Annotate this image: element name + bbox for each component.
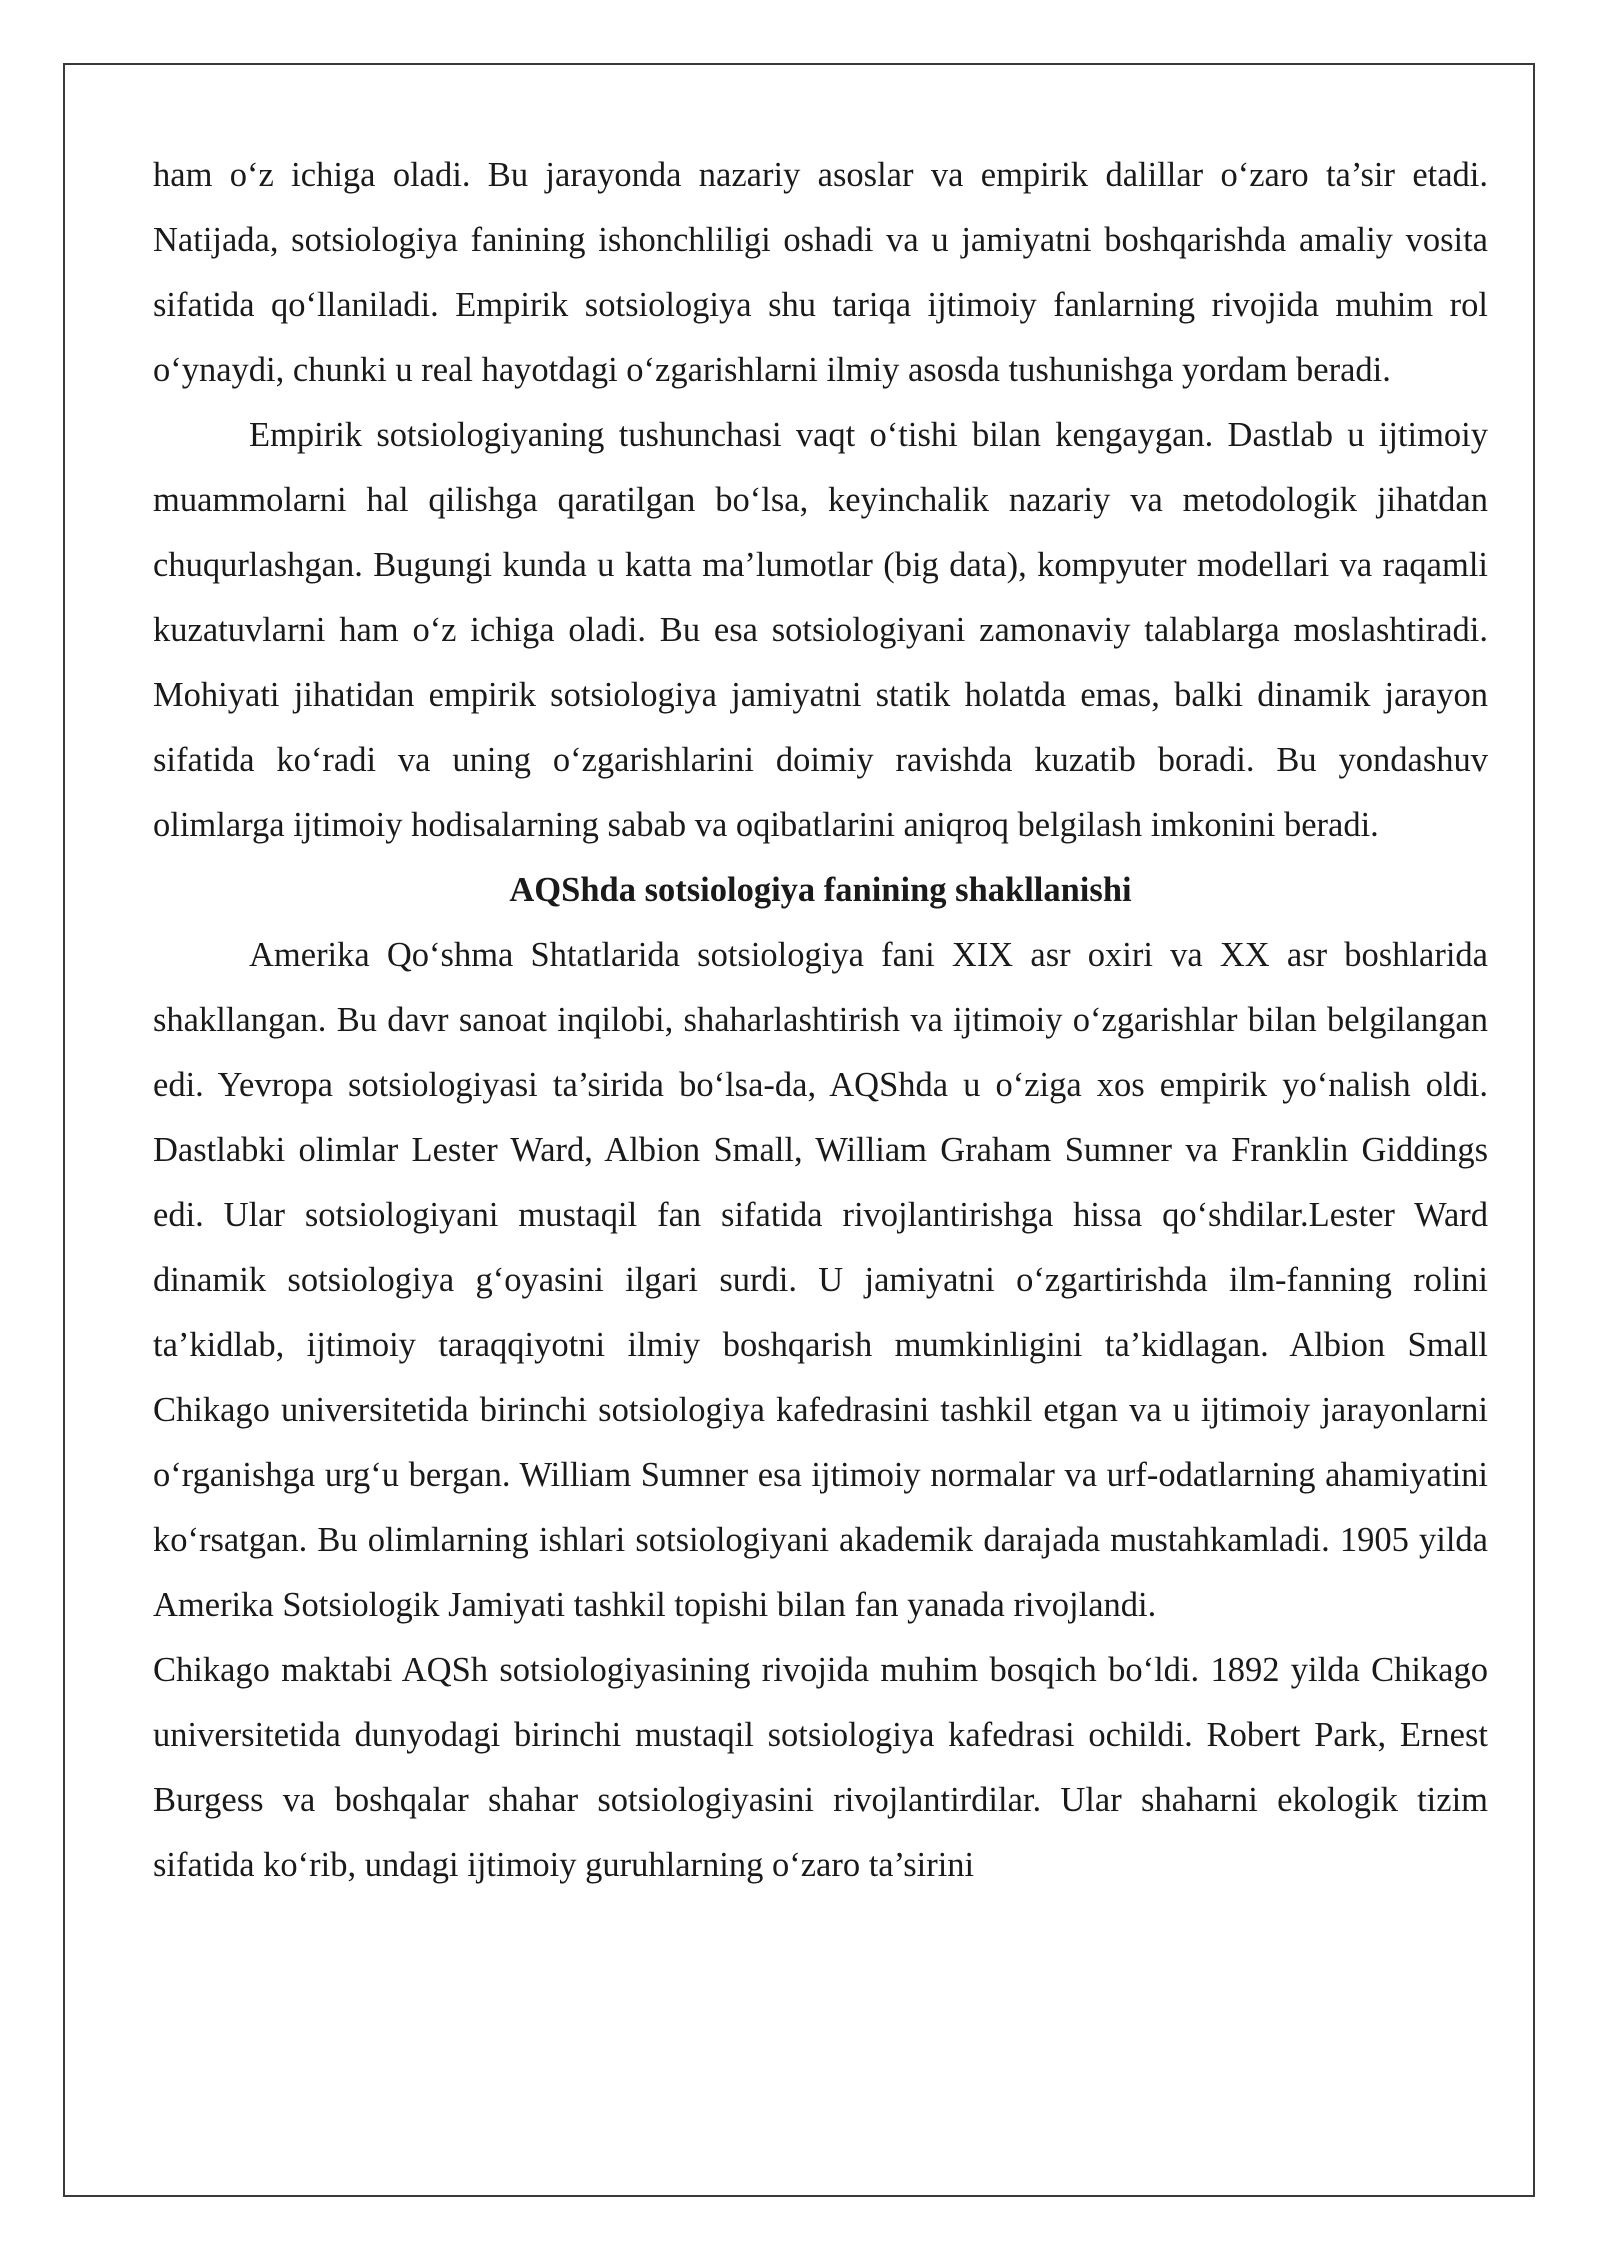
paragraph-3: Amerika Qo‘shma Shtatlarida sotsiologiya fani XIX asr oxiri va XX asr boshlarida shakllangan. Bu davr sanoat inqilobi, shaharlashtirish va ijtimoiy o‘zgarishlar bilan belgilangan edi. Yevropa sotsiologiyasi ta’sirida bo‘lsa-da, AQShda u o‘ziga xos empirik yo‘nalish oldi. Dastlabki olimlar Lester Ward, Albion Small, William Graham Sumner va Franklin Giddings edi. Ular sotsiologiyani mustaqil fan sifatida rivojlantirishga hissa qo‘shdilar.Lester Ward dinamik sotsiologiya g‘oyasini ilgari surdi. U jamiyatni o‘zgartirishda ilm-fanning rolini ta’kidlab, ijtimoiy taraqqiyotni ilmiy boshqarish mumkinligini ta’kidlagan. Albion Small Chikago universitetida birinchi sotsiologiya kafedrasini tashkil etgan va u ijtimoiy jarayonlarni o‘rganishga urg‘u bergan. William Sumner esa ijtimoiy normalar va urf-odatlarning ahamiyatini ko‘rsatgan. Bu olimlarning ishlari sotsiologiyani akademik darajada mustahkamladi. 1905 yilda Amerika Sotsiologik Jamiyati tashkil topishi bilan fan yanada rivojlandi. [153,936,1488,1624]
paragraph-2: Empirik sotsiologiyaning tushunchasi vaqt o‘tishi bilan kengaygan. Dastlab u ijtimoiy muammolarni hal qilishga qaratilgan bo‘lsa, keyinchalik nazariy va metodologik jihatdan chuqurlashgan. Bugungi kunda u katta ma’lumotlar (big data), kompyuter modellari va raqamli kuzatuvlarni ham o‘z ichiga oladi. Bu esa sotsiologiyani zamonaviy talablarga moslashtiradi. Mohiyati jihatidan empirik sotsiologiya jamiyatni statik holatda emas, balki dinamik jarayon sifatida ko‘radi va uning o‘zgarishlarini doimiy ravishda kuzatib boradi. Bu yondashuv olimlarga ijtimoiy hodisalarning sabab va oqibatlarini aniqroq belgilash imkonini beradi. [153,416,1488,844]
section-heading: AQShda sotsiologiya fanining shakllanishi [509,871,1132,909]
paragraph-4: Chikago maktabi AQSh sotsiologiyasining rivojida muhim bosqich bo‘ldi. 1892 yilda Chikago universitetida dunyodagi birinchi mustaqil sotsiologiya kafedrasi ochildi. Robert Park, Ernest Burgess va boshqalar shahar sotsiologiyasini rivojlantirdilar. Ular shaharni ekologik tizim sifatida ko‘rib, undagi ijtimoiy guruhlarning o‘zaro ta’sirini [153,1651,1488,1884]
paragraph-1: ham o‘z ichiga oladi. Bu jarayonda nazariy asoslar va empirik dalillar o‘zaro ta’sir etadi. Natijada, sotsiologiya fanining ishonchliligi oshadi va u jamiyatni boshqarishda amaliy vosita sifatida qo‘llaniladi. Empirik sotsiologiya shu tariqa ijtimoiy fanlarning rivojida muhim rol o‘ynaydi, chunki u real hayotdagi o‘zgarishlarni ilmiy asosda tushunishga yordam beradi. [153,156,1488,389]
document-body [153,143,1488,1898]
